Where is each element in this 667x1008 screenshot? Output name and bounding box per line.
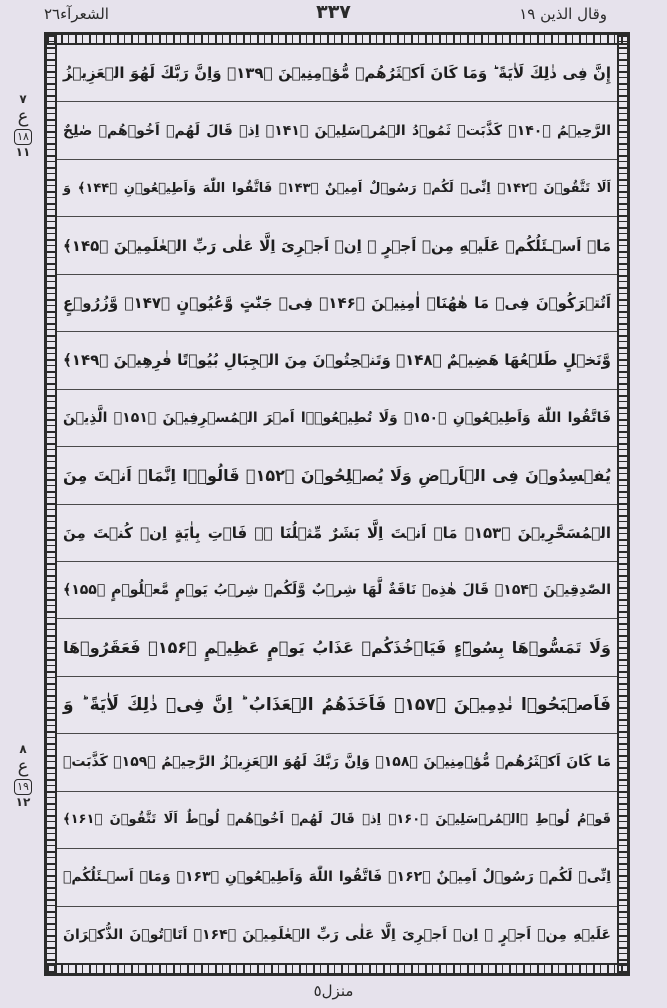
ornamental-border-left: [47, 35, 57, 973]
ruku-number: ١٩: [14, 779, 32, 795]
text-line: [57, 45, 617, 102]
text-line: [57, 792, 617, 849]
line-text: إِنَّ فِى ذٰلِكَ لَاٰيَةً ؕ وَمَا كَانَ اَكۡثَرُهُمۡ مُّؤۡمِنِيۡنَ ﴿۱۳۹﴾ وَاِنَّ رَبَّكَ لَهُوَ الۡعَزِيۡزُ: [63, 64, 611, 83]
text-line: [57, 102, 617, 159]
text-line: [57, 505, 617, 562]
line-text: اَلَا تَتَّقُوۡنَ ﴿۱۴۲﴾ اِنِّىۡ لَكُمۡ رَسُوۡلٌ اَمِيۡنٌ ﴿۱۴۳﴾ فَاتَّقُوا اللّٰهَ وَاَطِيۡعُوۡنِ ﴿۱۴۴﴾ وَ: [63, 180, 611, 196]
line-text: اَتُتۡرَكُوۡنَ فِىۡ مَا هٰهُنَاۤ اٰمِنِيۡنَ ﴿۱۴۶﴾ فِىۡ جَنّٰتٍ وَّعُيُوۡنٍ ﴿۱۴۷﴾ وَّزُرُوۡعٍ: [63, 293, 612, 312]
text-line: [57, 447, 617, 504]
text-line: [57, 390, 617, 447]
juz-title: وقال الذين ١٩: [519, 5, 607, 23]
line-text: فَاتَّقُوا اللّٰهَ وَاَطِيۡعُوۡنِ ﴿۱۵۰﴾ وَلَا تُطِيۡعُوۡۤا اَمۡرَ الۡمُسۡرِفِيۡنَ ﴿۱۵۱﴾ الَّذِيۡنَ: [63, 409, 611, 426]
text-line: [57, 217, 617, 274]
ruku-marker: [6, 92, 40, 159]
ornamental-border-bottom: [47, 963, 627, 973]
line-text: مَا كَانَ اَكۡثَرُهُمۡ مُّؤۡمِنِيۡنَ ﴿۱۵۸﴾ وَاِنَّ رَبَّكَ لَهُوَ الۡعَزِيۡزُ الرَّحِيۡمُ ﴿۱۵۹﴾ كَذَّبَتۡ: [63, 754, 612, 771]
ornamental-border-top: [47, 35, 627, 45]
text-line: [57, 849, 617, 906]
text-line: [57, 907, 617, 963]
line-text: الۡمُسَحَّرِيۡنَ ﴿۱۵۳﴾ مَاۤ اَنۡتَ اِلَّا بَشَرٌ مِّثۡلُنَا ۖۚ فَاۡتِ بِاٰيَةٍ اِنۡ كُنۡتَ مِنَ: [63, 523, 611, 542]
page-number: ٣٣٧: [316, 1, 351, 23]
text-line: [57, 734, 617, 791]
ruku-marker-bottom: ١١: [15, 145, 31, 159]
surah-title: الشعرآء٢٦: [44, 5, 109, 23]
ruku-number: ١٨: [14, 129, 32, 145]
ain-icon: ع: [17, 756, 29, 777]
ruku-marker: [6, 742, 40, 809]
text-line: [57, 619, 617, 676]
text-line: [57, 332, 617, 389]
text-area: [57, 45, 617, 963]
line-text: قَوۡمُ لُوۡطِ ۨالۡمُرۡسَلِيۡنَ ﴿۱۶۰﴾ اِذۡ قَالَ لَهُمۡ اَخُوۡهُمۡ لُوۡطٌ اَلَا تَتَّقُوۡنَ ﴿۱۶۱﴾: [63, 812, 611, 828]
line-text: الرَّحِيۡمُ ﴿۱۴۰﴾ كَذَّبَتۡ ثَمُوۡدُ الۡمُرۡسَلِيۡنَ ﴿۱۴۱﴾ اِذۡ قَالَ لَهُمۡ اَخُوۡهُمۡ صٰلِحٌ: [63, 122, 611, 139]
text-line: [57, 562, 617, 619]
page-frame: [44, 32, 630, 976]
ornamental-border-right: [617, 35, 627, 973]
ruku-marker-bottom: ١٢: [15, 795, 31, 809]
ain-icon: ع: [17, 106, 29, 127]
text-line: [57, 160, 617, 217]
line-text: وَلَا تَمَسُّوۡهَا بِسُوۡٓءٍ فَيَاۡخُذَكُمۡ عَذَابُ يَوۡمٍ عَظِيۡمٍ ﴿۱۵۶﴾ فَعَقَرُوۡهَا: [63, 638, 611, 658]
ruku-marker-top: ٨: [19, 742, 27, 756]
line-text: يُفۡسِدُوۡنَ فِى الۡاَرۡضِ وَلَا يُصۡلِحُوۡنَ ﴿۱۵۲﴾ قَالُوۡۤا اِنَّمَاۤ اَنۡتَ مِنَ: [63, 465, 611, 485]
text-line: [57, 677, 617, 734]
manzil-label: منزل٥: [313, 982, 354, 1000]
line-text: اِنِّىۡ لَكُمۡ رَسُوۡلٌ اَمِيۡنٌ ﴿۱۶۲﴾ فَاتَّقُوا اللّٰهَ وَاَطِيۡعُوۡنِ ﴿۱۶۳﴾ وَمَاۤ اَسۡـئَلُكُمۡ: [63, 869, 612, 886]
line-text: عَلَيۡهِ مِنۡ اَجۡرٍ ۚ اِنۡ اَجۡرِىَ اِلَّا عَلٰى رَبِّ الۡعٰلَمِيۡنَ ﴿۱۶۴﴾ اَتَاۡتُوۡنَ الذُّكۡرَانَ: [63, 926, 611, 943]
line-text: الصّٰدِقِيۡنَ ﴿۱۵۴﴾ قَالَ هٰذِهٖ نَاقَةٌ لَّهَا شِرۡبٌ وَّلَكُمۡ شِرۡبُ يَوۡمٍ مَّعۡلُوۡمٍ ﴿۱۵۵﴾: [63, 582, 611, 599]
line-text: فَاَصۡبَحُوۡا نٰدِمِيۡنَ ﴿۱۵۷﴾ فَاَخَذَهُمُ الۡعَذَابُ ؕ اِنَّ فِىۡ ذٰلِكَ لَاٰيَةً ؕ وَ: [63, 695, 612, 716]
line-text: وَّنَخۡلٍ طَلۡعُهَا هَضِيۡمٌ ﴿۱۴۸﴾ وَتَنۡحِتُوۡنَ مِنَ الۡجِبَالِ بُيُوۡتًا فٰرِهِيۡنَ ﴿۱۴۹﴾: [63, 351, 611, 370]
text-line: [57, 275, 617, 332]
line-text: مَاۤ اَسۡـئَلُكُمۡ عَلَيۡهِ مِنۡ اَجۡرٍ ۚ اِنۡ اَجۡرِىَ اِلَّا عَلٰى رَبِّ الۡعٰلَمِيۡنَ ﴿۱۴۵﴾: [63, 236, 611, 255]
ruku-marker-top: ٧: [19, 92, 27, 106]
